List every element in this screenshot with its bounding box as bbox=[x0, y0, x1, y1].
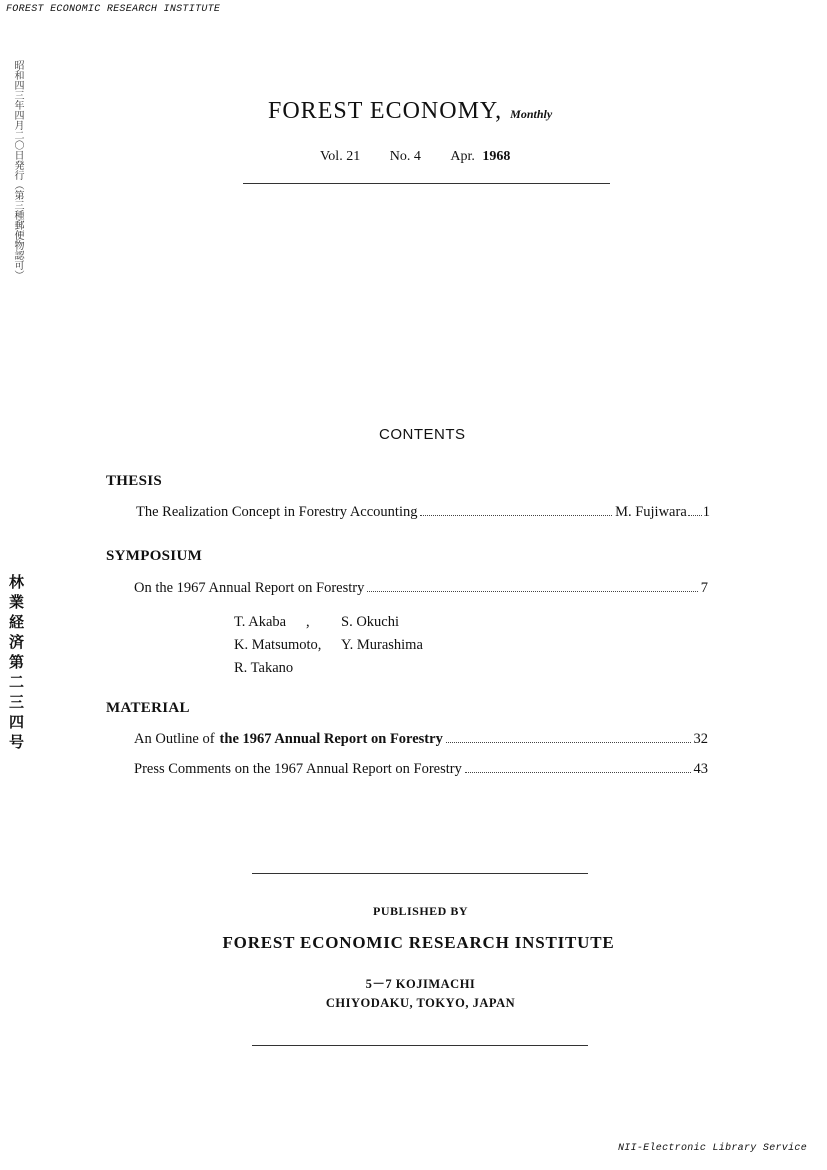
issue-year: 1968 bbox=[482, 149, 511, 164]
running-header: FOREST ECONOMIC RESEARCH INSTITUTE bbox=[6, 4, 221, 15]
entry-author: M. Fujiwara bbox=[615, 504, 687, 520]
toc-entry[interactable] bbox=[134, 761, 708, 778]
participant: T. Akaba bbox=[234, 614, 287, 630]
journal-frequency: Monthly bbox=[510, 107, 553, 121]
issue-line bbox=[320, 149, 510, 165]
issue-number: No. 4 bbox=[389, 149, 421, 164]
journal-title: FOREST ECONOMY, bbox=[268, 98, 503, 124]
entry-title: the 1967 Annual Report on Forestry bbox=[219, 731, 443, 747]
footer-text: NII-Electronic Library Service bbox=[617, 1143, 807, 1154]
section-heading-symposium: SYMPOSIUM bbox=[106, 548, 203, 564]
entry-title: The Realization Concept in Forestry Accounting bbox=[136, 504, 418, 520]
toc-entry[interactable] bbox=[134, 580, 708, 597]
publisher-address-line2: CHIYODAKU, TOKYO, JAPAN bbox=[325, 996, 516, 1010]
toc-entry[interactable] bbox=[136, 504, 710, 521]
margin-journal-title: 林業経済第二三四号 bbox=[7, 574, 25, 754]
entry-title-prefix: An Outline of bbox=[134, 731, 215, 747]
entry-title: On the 1967 Annual Report on Forestry bbox=[134, 580, 365, 596]
publisher-address-line1: 5－7 KOJIMACHI bbox=[365, 977, 476, 991]
toc-entry[interactable] bbox=[134, 731, 708, 748]
participant: S. Okuchi bbox=[341, 614, 399, 630]
participant: R. Takano bbox=[234, 660, 294, 676]
dot-leader bbox=[688, 514, 702, 516]
participant: Y. Murashima bbox=[341, 637, 423, 653]
publisher-name: FOREST ECONOMIC RESEARCH INSTITUTE bbox=[222, 933, 615, 952]
section-heading-thesis: THESIS bbox=[106, 473, 162, 489]
volume: Vol. 21 bbox=[320, 149, 361, 164]
publisher-rule-bottom bbox=[252, 1045, 588, 1046]
dot-leader bbox=[465, 771, 691, 773]
section-heading-material: MATERIAL bbox=[106, 700, 190, 716]
participant: K. Matsumoto, bbox=[234, 637, 322, 653]
dot-leader bbox=[367, 590, 697, 592]
margin-publication-notice: 昭和四三年四月二〇日発行（第三種郵便物認可） bbox=[12, 60, 23, 280]
masthead bbox=[268, 98, 552, 125]
participant-list: T. Akaba , S. Okuchi K. Matsumoto, Y. Murashima R. Takano bbox=[234, 611, 423, 680]
published-by-label: PUBLISHED BY bbox=[372, 904, 469, 918]
entry-title: Press Comments on the 1967 Annual Report on Forestry bbox=[134, 761, 462, 777]
entry-page: 43 bbox=[693, 761, 708, 777]
dot-leader bbox=[420, 514, 612, 516]
entry-page: 32 bbox=[693, 731, 708, 747]
contents-heading: CONTENTS bbox=[379, 426, 466, 443]
publisher-rule-top bbox=[252, 873, 588, 874]
entry-page: 7 bbox=[700, 580, 708, 596]
entry-page: 1 bbox=[702, 504, 710, 520]
dot-leader bbox=[446, 741, 691, 743]
masthead-rule bbox=[243, 183, 610, 184]
issue-month: Apr. bbox=[450, 149, 475, 164]
